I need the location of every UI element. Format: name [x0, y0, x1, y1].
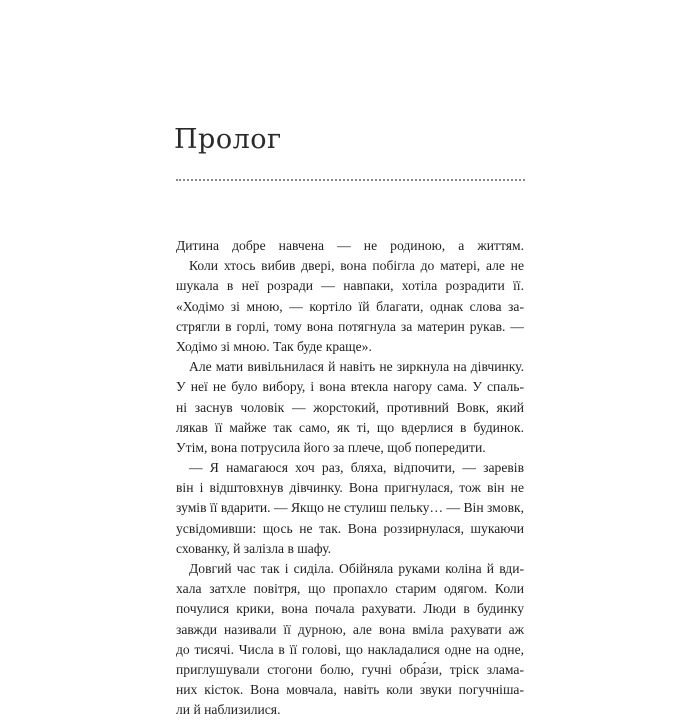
text-line: завжди називали її дурною, але вона вміла рахувати аж	[176, 621, 524, 637]
text-line: ні заснув чоловік — жорстокий, противний Вовк, який	[176, 399, 524, 415]
text-line: хала затхле повітря, що пропахло старим одягом. Коли	[176, 581, 524, 597]
prologue-text	[176, 236, 524, 721]
dotted-divider	[176, 179, 525, 181]
text-line: У неї не було вибору, і вона втекла нагору сама. У спаль-	[176, 379, 524, 395]
text-line: «Ходімо зі мною, — кортіло їй благати, однак слова за-	[176, 298, 524, 314]
chapter-title: Пролог	[174, 124, 282, 155]
text-line: до тисячі. Числа в її голові, що накладалися одне на одне,	[176, 641, 524, 657]
text-line: стрягли в горлі, тому вона потягнула за материн рукав. —	[176, 318, 524, 334]
text-line: зумів її вдарити. — Якщо не стулиш пельку… — Він змовк,	[176, 500, 524, 516]
text-line: схованку, й залізла в шафу.	[176, 540, 332, 556]
text-line: Ходімо зі мною. Так буде краще».	[176, 338, 372, 354]
text-line: усвідомивши: щось не так. Вона роззирнулася, шукаючи	[176, 520, 524, 536]
text-line: них кісток. Вона мовчала, навіть коли звуки погучніша-	[176, 682, 524, 698]
text-line: Довгий час так і сиділа. Обійняла руками коліна й вди-	[189, 561, 524, 576]
text-line: Дитина добре навчена — не родиною, а життям.	[176, 238, 524, 253]
text-line: Коли хтось вибив двері, вона побігла до матері, але не	[189, 258, 524, 274]
text-line: приглушували стогони болю, гучні обра́зи, тріск злама-	[176, 661, 524, 677]
text-line: шукала в неї розради — навпаки, хотіла розрадити її.	[176, 278, 524, 294]
text-line: лякав її майже так само, як ті, що вдерлися в будинок.	[176, 419, 524, 435]
text-line: Утім, вона потрусила його за плече, щоб попередити.	[176, 439, 486, 455]
text-line: ли й наблизилися.	[176, 702, 281, 718]
text-line: він і відштовхнув дівчинку. Вона пригнулася, тож він не	[176, 480, 524, 496]
text-line: Але мати вивільнилася й навіть не зиркнула на дівчинку.	[189, 359, 524, 375]
text-line: почулися крики, вона почала рахувати. Люди в будинку	[176, 601, 524, 617]
text-line: — Я намагаюся хоч раз, бляха, відпочити, — заревів	[189, 460, 524, 476]
